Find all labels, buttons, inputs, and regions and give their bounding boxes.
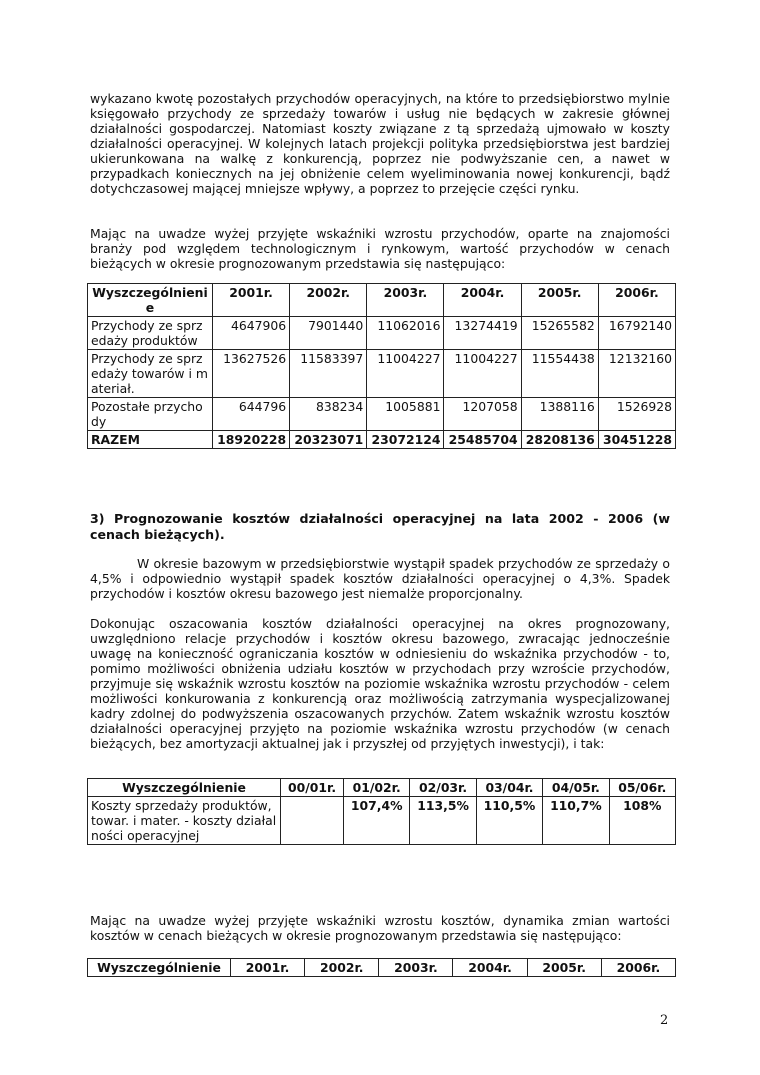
column-header: 2005r. [521, 284, 598, 317]
table-cell: 12132160 [598, 350, 675, 398]
table-cell: 25485704 [444, 431, 521, 449]
paragraph-revenue-intro: Mając na uwadze wyżej przyjęte wskaźniki wzrostu przychodów, oparte na znajomości branży pod względem technologicznym i rynkowym, wartość przychodów w cenach bieżących w okresie prognozowanym przedstawia się następująco: [90, 226, 670, 271]
column-header: 05/06r. [609, 779, 675, 797]
table-cell: 107,4% [344, 797, 410, 845]
section-heading-3: 3) Prognozowanie kosztów działalności operacyjnej na lata 2002 - 2006 (w cenach bieżących). [90, 511, 670, 542]
table-cell: 11004227 [367, 350, 444, 398]
table-cell: 110,7% [543, 797, 609, 845]
table-cell: 113,5% [410, 797, 476, 845]
column-header: 2004r. [444, 284, 521, 317]
column-header: 02/03r. [410, 779, 476, 797]
table-cell: 7901440 [290, 317, 367, 350]
column-header: 2005r. [527, 959, 601, 977]
column-header: 2003r. [367, 284, 444, 317]
table-cell: 28208136 [521, 431, 598, 449]
revenue-table [87, 283, 676, 449]
table-cell: 1388116 [521, 398, 598, 431]
table-row [88, 350, 676, 398]
table-header-row [88, 959, 676, 977]
column-header: 2002r. [290, 284, 367, 317]
row-label: Pozostałe przychody [88, 398, 213, 431]
table-cell: 1526928 [598, 398, 675, 431]
table-cell: 11004227 [444, 350, 521, 398]
paragraph-cost-estimation: Dokonując oszacowania kosztów działalności operacyjnej na okres prognozowany, uwzględniono relacje przychodów i kosztów okresu bazowego, zwracając jednocześnie uwagę na konieczność ograniczania kosztów w odniesieniu do wskaźnika przychodów - to, pomimo możliwości obniżenia udziału kosztów w przychodach przy wzroście przychodów, przyjmuje się wskaźnik wzrostu kosztów na poziomie wskaźnika wzrostu przychodów - celem możliwości konkurowania z konkurencją oraz możliwością zatrzymania wyspecjalizowanej kadry zdolnej do podwyższenia oszacowanych przychów. Zatem wskaźnik wzrostu kosztów działalności operacyjnej przyjęto na poziomie wskaźnika wzrostu przychodów (w cenach bieżących, bez amortyzacji aktualnej jak i przyszłej od przyjętych inwestycji), i tak: [90, 616, 670, 751]
paragraph-cost-dynamics: Mając na uwadze wyżej przyjęte wskaźniki wzrostu kosztów, dynamika zmian wartości kosztów w cenach bieżących w okresie prognozowanym przedstawia się następująco: [90, 913, 670, 943]
table-cell: 838234 [290, 398, 367, 431]
column-header: 2006r. [598, 284, 675, 317]
table-row [88, 431, 676, 449]
column-header: 00/01r. [281, 779, 344, 797]
column-header: 2001r. [231, 959, 305, 977]
column-header: 2001r. [213, 284, 290, 317]
row-label: Przychody ze sprzedaży towarów i materiał. [88, 350, 213, 398]
table-cell: 1207058 [444, 398, 521, 431]
cost-index-table [87, 778, 676, 845]
row-label: Koszty sprzedaży produktów, towar. i mater. - koszty działalności operacyjnej [88, 797, 281, 845]
table-cell: 18920228 [213, 431, 290, 449]
table-row [88, 317, 676, 350]
table-row [88, 398, 676, 431]
column-header-label: Wyszczególnienie [88, 959, 231, 977]
table-cell: 4647906 [213, 317, 290, 350]
column-header: 2003r. [379, 959, 453, 977]
paragraph-intro: wykazano kwotę pozostałych przychodów operacyjnych, na które to przedsiębiorstwo mylnie księgowało przychody ze sprzedaży towarów i usług nie będących w zakresie głównej działalności gospodarczej. Natomiast koszty związane z tą sprzedażą ujmowało w koszty działalności operacyjnej. W kolejnych latach projekcji polityka przedsiębiorstwa jest bardziej ukierunkowana na walkę z konkurencją, poprzez nie podwyższanie cen, a nawet w przypadkach koniecznych na jej obniżenie celem wyeliminowania nowej konkurencji, bądź dotychczasowej mającej mniejsze wpływy, a poprzez to przejęcie części rynku. [90, 91, 670, 196]
column-header: 01/02r. [344, 779, 410, 797]
table-cell: 11554438 [521, 350, 598, 398]
table-cell: 110,5% [476, 797, 542, 845]
column-header-label: Wyszczególnienie [88, 284, 213, 317]
table-cell: 20323071 [290, 431, 367, 449]
page-number: 2 [660, 1013, 669, 1028]
table-header-row [88, 284, 676, 317]
row-label: Przychody ze sprzedaży produktów [88, 317, 213, 350]
table-row [88, 797, 676, 845]
column-header: 03/04r. [476, 779, 542, 797]
cost-table [87, 958, 676, 977]
table-cell [281, 797, 344, 845]
table-cell: 15265582 [521, 317, 598, 350]
table-header-row [88, 779, 676, 797]
column-header: 2002r. [305, 959, 379, 977]
table-cell: 108% [609, 797, 675, 845]
table-cell: 644796 [213, 398, 290, 431]
row-label: RAZEM [88, 431, 213, 449]
paragraph-base-period: W okresie bazowym w przedsiębiorstwie wystąpił spadek przychodów ze sprzedaży o 4,5% i odpowiednio wystąpił spadek kosztów działalności operacyjnej o 4,3%. Spadek przychodów i kosztów okresu bazowego jest niemalże proporcjonalny. [90, 556, 670, 601]
table-cell: 11062016 [367, 317, 444, 350]
table-cell: 30451228 [598, 431, 675, 449]
column-header-label: Wyszczególnienie [88, 779, 281, 797]
table-cell: 13627526 [213, 350, 290, 398]
table-cell: 16792140 [598, 317, 675, 350]
table-cell: 11583397 [290, 350, 367, 398]
table-cell: 23072124 [367, 431, 444, 449]
table-cell: 13274419 [444, 317, 521, 350]
column-header: 04/05r. [543, 779, 609, 797]
column-header: 2006r. [601, 959, 675, 977]
column-header: 2004r. [453, 959, 527, 977]
table-cell: 1005881 [367, 398, 444, 431]
